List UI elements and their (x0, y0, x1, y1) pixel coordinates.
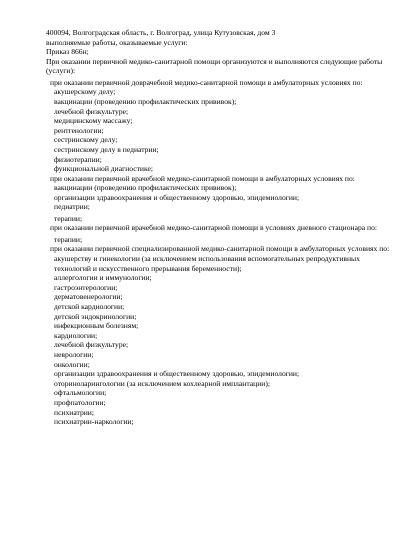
list-item: организации здравоохранения и общественному здоровью, эпидемиологии; (54, 192, 300, 202)
list-item: физиотерапии; (54, 154, 102, 164)
list-item: психиатрии; (54, 407, 94, 417)
list-item: офтальмологии; (54, 388, 107, 398)
list-item: лечебной физкультуре; (54, 106, 129, 116)
address-line: 400094, Волгоградская область, г. Волгоград, улица Кутузовская, дом 3 (46, 28, 276, 37)
list-item: функциональной диагностике; (54, 164, 153, 174)
list-item: гастроэнтерологии; (54, 282, 118, 292)
section-title: при оказании первичной врачебной медико-санитарной помощи в амбулаторных условиях по: (50, 173, 355, 183)
list-item: психиатрии-наркологии; (54, 417, 134, 427)
list-item: онкологии; (54, 359, 90, 369)
list-item: оториноларингологии (за исключением кохлеарной имплантации); (54, 378, 270, 388)
list-item: инфекционным болезням; (54, 321, 139, 331)
document-body (46, 28, 396, 427)
section-title: при оказании первичной врачебной медико-санитарной помощи в условиях дневного стационара по: (50, 223, 377, 233)
works-header: выполняемые работы, оказываемые услуги: (46, 37, 188, 47)
list-item: неврологии; (54, 349, 94, 359)
list-item: кардиологии; (54, 330, 98, 340)
list-item: лечебной физкультуре; (54, 340, 129, 350)
list-item: дерматовенерологии; (54, 292, 123, 302)
order-line: Приказ 866н; (46, 47, 89, 57)
intro-paragraph: При оказании первичной медико-санитарной помощи организуются и выполняются следующие работы (услуги): (46, 56, 383, 76)
list-item: медицинскому массажу; (54, 116, 133, 126)
list-item: педиатрии; (54, 202, 90, 212)
list-item: терапии; (54, 213, 83, 223)
list-item: акушерству и гинекологии (за исключением использования вспомогательных репродуктивных технологий и искусственного прерывания беременности); (54, 254, 360, 273)
list-item: детской эндокринологии; (54, 311, 137, 321)
list-item: профпатологии; (54, 397, 106, 407)
list-item: акушерскому делу; (54, 87, 116, 97)
list-item: организации здравоохранения и общественному здоровью, эпидемиологии; (54, 369, 300, 379)
list-item: вакцинации (проведению профилактических прививок); (54, 183, 237, 193)
list-item: рентгенологии; (54, 125, 104, 135)
list-item: аллергологии и иммунологии; (54, 273, 152, 283)
list-item: сестринскому делу; (54, 135, 118, 145)
section-title: при оказании первичной доврачебной медико-санитарной помощи в амбулаторных условиях по: (50, 77, 363, 87)
section-title: при оказании первичной специализированной медико-санитарной помощи в амбулаторных условиях по: (50, 244, 390, 254)
list-item: сестринскому делу в педиатрии; (54, 144, 159, 154)
list-item: вакцинации (проведению профилактических прививок); (54, 96, 237, 106)
list-item: терапии; (54, 234, 83, 244)
list-item: детской кардиологии; (54, 302, 125, 312)
